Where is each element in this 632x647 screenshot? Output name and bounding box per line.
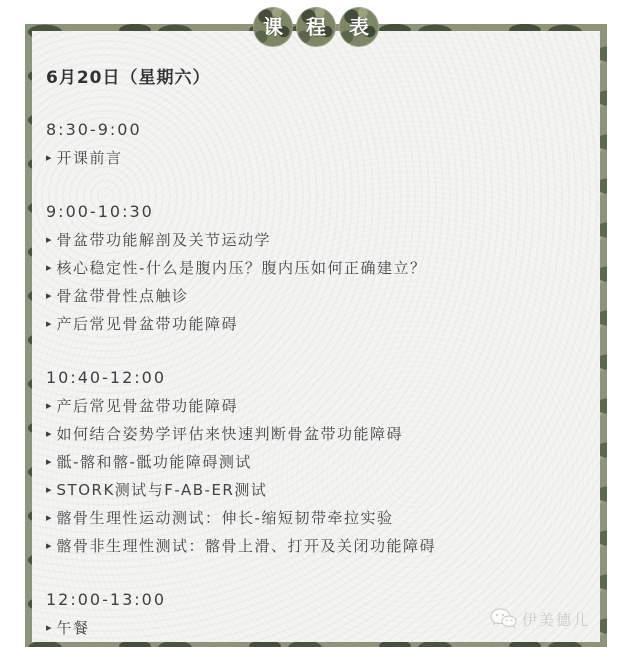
schedule-item <box>46 310 586 338</box>
schedule-item-label: 骶-髂和髂-骶功能障碍测试 <box>56 453 252 471</box>
schedule-item <box>46 448 586 476</box>
schedule-card <box>32 31 600 642</box>
watermark <box>490 608 590 630</box>
triangle-bullet-icon: ▸ <box>46 399 52 412</box>
triangle-bullet-icon: ▸ <box>46 483 52 496</box>
date-title: 6月20日（星期六） <box>46 68 211 88</box>
schedule-item <box>46 392 586 420</box>
schedule-item-label: 开课前言 <box>56 149 123 167</box>
badge-label: 程 <box>306 15 326 39</box>
triangle-bullet-icon: ▸ <box>46 289 52 302</box>
badge-circle <box>253 7 293 47</box>
schedule-item-label: 髂骨生理性运动测试：伸长-缩短韧带牵拉实验 <box>56 509 394 527</box>
schedule-item <box>46 282 586 310</box>
badge-circle <box>339 7 379 47</box>
triangle-bullet-icon: ▸ <box>46 621 52 634</box>
triangle-bullet-icon: ▸ <box>46 151 52 164</box>
schedule-item <box>46 226 586 254</box>
schedule-item-label: 产后常见骨盆带功能障碍 <box>56 397 239 415</box>
triangle-bullet-icon: ▸ <box>46 455 52 468</box>
time-slot: 8:30-9:00 <box>46 120 142 139</box>
schedule-item-label: 午餐 <box>56 619 90 637</box>
schedule-item <box>46 420 586 448</box>
schedule-item <box>46 254 586 282</box>
wechat-icon <box>490 608 517 630</box>
schedule-item <box>46 476 586 504</box>
time-slot: 9:00-10:30 <box>46 202 154 221</box>
schedule-item-label: 如何结合姿势学评估来快速判断骨盆带功能障碍 <box>56 425 404 443</box>
watermark-text: 伊美德儿 <box>521 610 590 629</box>
badge-label: 表 <box>349 15 369 39</box>
header-badges <box>0 7 632 47</box>
schedule-item <box>46 504 586 532</box>
schedule-item-label: 髂骨非生理性测试：髂骨上滑、打开及关闭功能障碍 <box>56 537 437 555</box>
triangle-bullet-icon: ▸ <box>46 261 52 274</box>
schedule-card-frame <box>25 24 607 647</box>
triangle-bullet-icon: ▸ <box>46 539 52 552</box>
triangle-bullet-icon: ▸ <box>46 317 52 330</box>
schedule-item <box>46 144 586 172</box>
triangle-bullet-icon: ▸ <box>46 233 52 246</box>
schedule-item-label: 产后常见骨盆带功能障碍 <box>56 315 239 333</box>
schedule-item-label: STORK测试与F-AB-ER测试 <box>56 481 268 499</box>
time-slot: 10:40-12:00 <box>46 368 166 387</box>
schedule-item-label: 骨盆带功能解剖及关节运动学 <box>56 231 272 249</box>
schedule-item-label: 核心稳定性-什么是腹内压？腹内压如何正确建立？ <box>56 259 427 277</box>
schedule-item <box>46 532 586 560</box>
triangle-bullet-icon: ▸ <box>46 511 52 524</box>
schedule-item-label: 骨盆带骨性点触诊 <box>56 287 189 305</box>
triangle-bullet-icon: ▸ <box>46 427 52 440</box>
time-slot: 12:00-13:00 <box>46 590 166 609</box>
badge-circle <box>296 7 336 47</box>
badge-label: 课 <box>263 15 283 39</box>
